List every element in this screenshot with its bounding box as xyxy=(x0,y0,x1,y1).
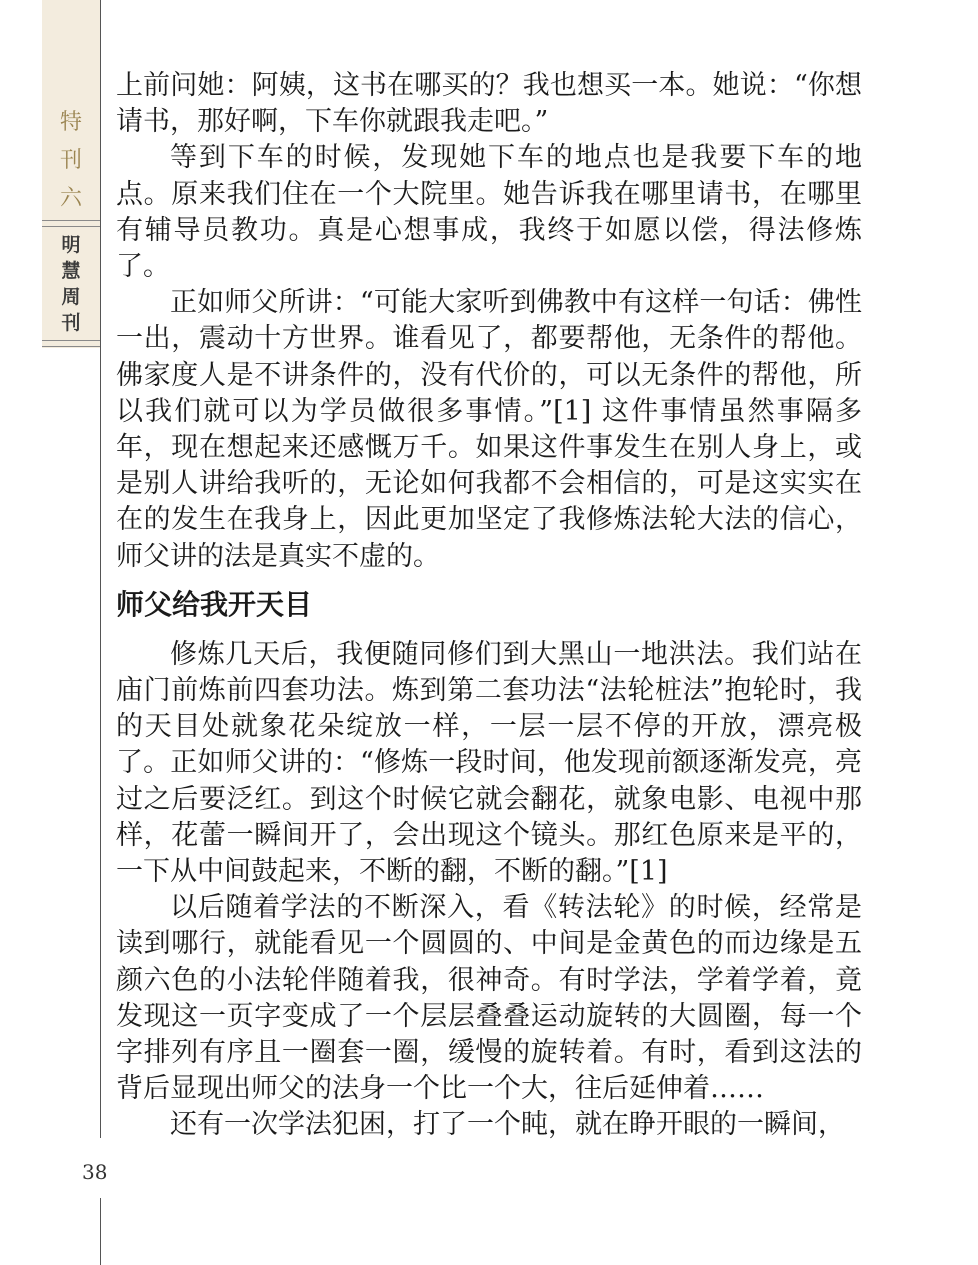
issue-label xyxy=(42,104,100,218)
page-number: 38 xyxy=(82,1160,108,1184)
issue-char: 特 xyxy=(59,110,82,135)
paragraph: 修炼几天后，我便随同修们到大黑山一地洪法。我们站在庙门前炼前四套功法。炼到第二套功法“法轮桩法”抱轮时，我的天目处就象花朵绽放一样，一层一层不停的开放，漂亮极了。正如师父讲的：“修炼一段时间，他发现前额逐渐发亮，亮过之后要泛红。到这个时候它就会翻花，就象电影、电视中那样，花蕾一瞬间开了，会出现这个镜头。那红色原来是平的，一下从中间鼓起来，不断的翻，不断的翻。”[1] xyxy=(116,638,862,888)
section-heading: 师父给我开天目 xyxy=(116,587,313,621)
issue-char: 六 xyxy=(59,186,82,211)
divider-top xyxy=(42,220,100,221)
divider-bottom-inner xyxy=(42,346,100,347)
paragraph: 上前问她：阿姨，这书在哪买的？我也想买一本。她说：“你想请书，那好啊，下车你就跟我走吧。” xyxy=(116,70,862,138)
magazine-char: 刊 xyxy=(61,312,81,334)
margin-rule-lower xyxy=(100,1198,101,1265)
magazine-char: 明 xyxy=(61,234,81,256)
issue-char: 刊 xyxy=(59,148,82,173)
divider-bottom xyxy=(42,340,100,341)
magazine-label xyxy=(42,232,100,336)
margin-rule-upper xyxy=(100,0,101,1138)
paragraph: 等到下车的时候，发现她下车的地点也是我要下车的地点。原来我们住在一个大院里。她告诉我在哪里请书，在哪里有辅导员教功。真是心想事成，我终于如愿以偿，得法修炼了。 xyxy=(116,142,862,283)
magazine-char: 周 xyxy=(61,286,81,308)
article-body xyxy=(116,68,862,1144)
magazine-char: 慧 xyxy=(61,260,81,282)
divider-top-inner xyxy=(42,226,100,227)
paragraph: 以后随着学法的不断深入，看《转法轮》的时候，经常是读到哪行，就能看见一个圆圆的、中间是金黄色的而边缘是五颜六色的小法轮伴随着我，很神奇。有时学法，学着学着，竟发现这一页字变成了一个层层叠叠运动旋转的大圆圈，每一个字排列有序且一圈套一圈，缓慢的旋转着。有时，看到这法的背后显现出师父的法身一个比一个大，往后延伸着…… xyxy=(116,892,862,1105)
paragraph: 正如师父所讲：“可能大家听到佛教中有这样一句话：佛性一出，震动十方世界。谁看见了，都要帮他，无条件的帮他。佛家度人是不讲条件的，没有代价的，可以无条件的帮他，所以我们就可以为学员做很多事情。”[1] 这件事情虽然事隔多年，现在想起来还感慨万千。如果这件事发生在别人身上，或是别人讲给我听的，无论如何我都不会相信的，可是这实实在在的发生在我身上，因此更加坚定了我修炼法轮大法的信心，师父讲的法是真实不虚的。 xyxy=(116,287,862,572)
paragraph: 还有一次学法犯困，打了一个盹，就在睁开眼的一瞬间， xyxy=(170,1109,845,1141)
